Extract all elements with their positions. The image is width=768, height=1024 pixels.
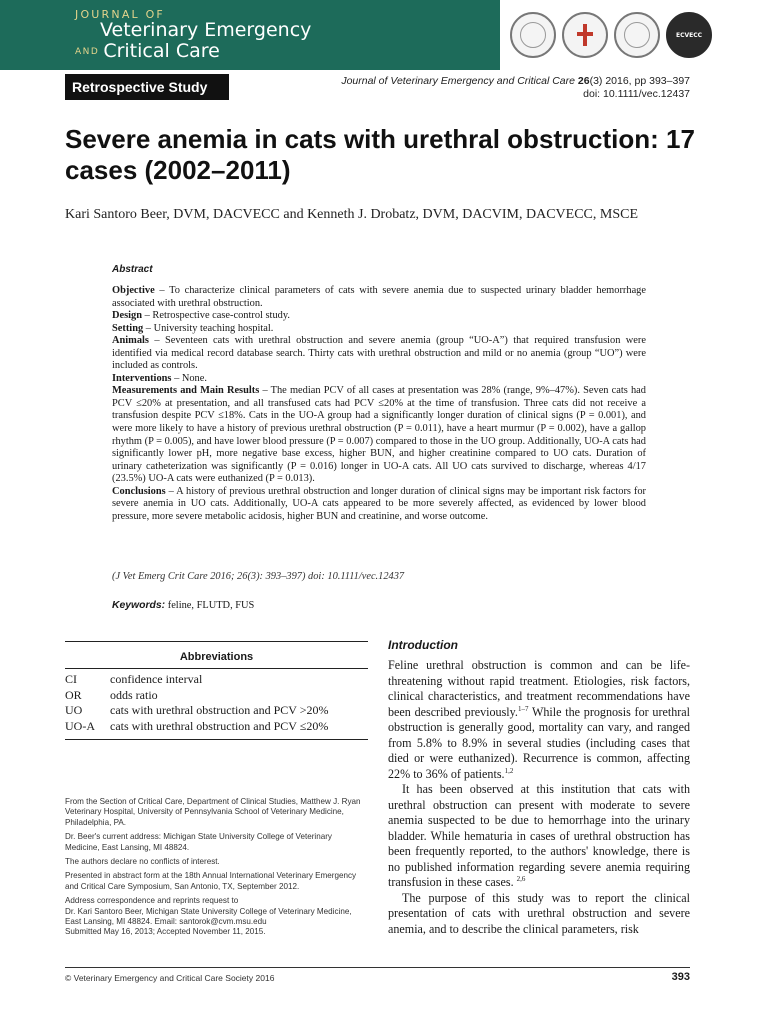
page-number: 393: [671, 971, 690, 983]
journal-name-sub: Critical Care: [103, 40, 220, 62]
citation-volume: 26: [577, 75, 590, 87]
abstract-setting: Setting – University teaching hospital.: [112, 322, 274, 334]
footnote-conflicts: The authors declare no conflicts of interest.: [65, 857, 220, 867]
article-title: Severe anemia in cats with urethral obstruction: 17 cases (2002–2011): [65, 124, 695, 185]
medical-cross-icon: [562, 12, 608, 58]
abstract-citation: (J Vet Emerg Crit Care 2016; 26(3): 393–397) doi: 10.1111/vec.12437: [112, 571, 405, 582]
journal-name-main: Veterinary Emergency: [100, 19, 312, 41]
footnote-current-address: Dr. Beer's current address: Michigan State University College of Veterinary Medicine, East Lansing, MI 48824.: [65, 832, 332, 852]
journal-name-second-line: [75, 41, 220, 63]
article-authors: Kari Santoro Beer, DVM, DACVECC and Kenneth J. Drobatz, DVM, DACVIM, DACVECC, MSCE: [65, 207, 639, 222]
abstract-design: Design – Retrospective case-control study.: [112, 310, 290, 322]
abbreviation-row: [65, 703, 368, 719]
affiliation-footnotes: [65, 797, 368, 942]
footer-rule: [65, 967, 690, 968]
citation-doi: doi: 10.1111/vec.12437: [583, 88, 690, 100]
abstract-heading: Abstract: [112, 264, 153, 275]
citation-ref: 2,6: [516, 874, 526, 883]
abbreviations-list: [65, 672, 368, 734]
introduction-heading: Introduction: [388, 638, 458, 652]
abbreviation-row: [65, 672, 368, 688]
introduction-paragraph: Feline urethral obstruction is common and can be life-threatening without rapid treatment. Etiologies, risk factors, clinical characteristics, and treatment recommendations have been described previously.$^{1-7}$ While the prognosis for urethral obstruction is generally good, mortality can vary, and ranged from 5.8% to 8.9% in several studies (including cases that died or were euthanized). Recurrence is common, affecting 22% to 36% of patients.$^{1,2}$: [388, 658, 690, 781]
footnote-affiliation: From the Section of Critical Care, Department of Clinical Studies, Matthew J. Ryan Veterinary Hospital, University of Pennsylvania School of Veterinary Medicine, Philadelphia, PA.: [65, 797, 361, 827]
abstract-body: [112, 285, 646, 523]
abbreviation-definition: cats with urethral obstruction and PCV ≤20%: [110, 718, 329, 733]
introduction-paragraph: The purpose of this study was to report the clinical presentation of cats with urethral obstruction and severe anemia, and to describe the clinical parameters, risk: [388, 890, 690, 936]
abbreviation-term: CI: [65, 672, 77, 686]
abbreviations-bottom-rule: [65, 739, 368, 740]
abstract-conclusions: Conclusions – A history of previous urethral obstruction and longer duration of clinical signs may be important risk factors for severe anemia in UO cats. Additionally, UO-A cats appeared to be more severely affected, as evidenced by lower blood pressure, more severe metabolic acidosis, higher BUN and creatinine, and worse outcome.: [112, 485, 646, 522]
abbreviation-row: [65, 719, 368, 735]
footnote-correspondence: Dr. Kari Santoro Beer, Michigan State University College of Veterinary Medicine, East Lansing, MI 48824. Email: santorok@cvm.msu.edu: [65, 906, 352, 927]
abbreviation-definition: odds ratio: [110, 687, 158, 702]
abstract-objective: Objective – To characterize clinical parameters of cats with severe anemia due to suspected urinary bladder hemorrhage associated with urethral obstruction.: [112, 285, 646, 309]
introduction-paragraph: It has been observed at this institution that cats with urethral obstruction can present with moderate to severe anemia suspected to be due to hemorrhage into the urinary bladder. While hematuria in cases of urethral obstruction has been frequently reported, to the authors' knowledge, there is no published information regarding severe anemia requiring transfusion in these cases. $^{2,6}$: [388, 782, 690, 889]
college-seal-icon: [614, 12, 660, 58]
society-logos: [500, 0, 768, 70]
journal-name-top: JOURNAL OF: [75, 8, 165, 21]
abbreviation-term: UO: [65, 703, 83, 717]
footnote-presentation: Presented in abstract form at the 18th Annual International Veterinary Emergency and Critical Care Symposium, San Antonio, TX, September 2012.: [65, 871, 357, 891]
abstract-animals: Animals – Seventeen cats with urethral obstruction and severe anemia (group “UO-A”) that required transfusion were identified via medical record database search. Thirty cats with urethral obstruction and mild or no anemia (group “UO”) were included as controls.: [112, 335, 646, 372]
abbreviation-definition: confidence interval: [110, 672, 203, 686]
abbreviation-term: UO-A: [65, 718, 95, 733]
journal-citation: [341, 75, 690, 101]
abbreviation-term: OR: [65, 687, 82, 702]
abbreviations-header-rule: [65, 668, 368, 669]
abstract-interventions: Interventions – None.: [112, 372, 207, 384]
keywords-value: feline, FLUTD, FUS: [167, 600, 255, 611]
copyright-notice: © Veterinary Emergency and Critical Care Society 2016: [65, 973, 275, 983]
citation-journal: Journal of Veterinary Emergency and Critical Care: [341, 75, 575, 87]
abbreviation-row: [65, 688, 368, 704]
keywords: [112, 600, 254, 611]
journal-name-and: AND: [75, 47, 100, 57]
citation-ref: 1–7: [517, 704, 529, 713]
journal-banner: [0, 0, 768, 70]
abbreviations-heading: Abbreviations: [179, 651, 254, 663]
footnote-correspondence-heading: Address correspondence and reprints request to: [65, 896, 239, 906]
introduction-body: [388, 658, 690, 937]
society-seal-icon: [510, 12, 556, 58]
footnote-dates: Submitted May 16, 2013; Accepted November 11, 2015.: [65, 927, 266, 937]
keywords-label: Keywords:: [112, 600, 166, 611]
abbreviations-top-rule: [65, 641, 368, 642]
abbreviation-definition: cats with urethral obstruction and PCV >20%: [110, 703, 329, 717]
study-type-label: Retrospective Study: [65, 74, 229, 100]
citation-ref: 1,2: [504, 766, 514, 775]
ecvecc-logo-icon: ECVECC: [666, 12, 712, 58]
citation-issue-pages: (3) 2016, pp 393–397: [589, 75, 690, 87]
abstract-results: Measurements and Main Results – The median PCV of all cases at presentation was 28% (range, 9%–47%). Seven cats had PCV ≤20% at presentation, and all transfused cats had PCV ≤20% at the time of transfusion. Three cats did not receive a transfusion despite PCV ≤18%. Cats in the UO-A group had a significantly longer duration of clinical signs (P = 0.001), and were more likely to have a history of previous urethral obstruction (P = 0.011), have a heart murmur (P = 0.002), have a gallop rhythm (P = 0.005), and have lower blood pressure (P = 0.007) compared to those in the UO group. Additionally, UO-A cats had significantly lower pH, more negative base excess, higher BUN, and higher creatinine compared to UO cats. Duration of urinary catheterization was significantly (P = 0.016) longer in UO-A cats. All UO cats survived to discharge, whereas 4/17 (23.5%) UO-A cats were euthanized (P = 0.013).: [112, 385, 646, 485]
